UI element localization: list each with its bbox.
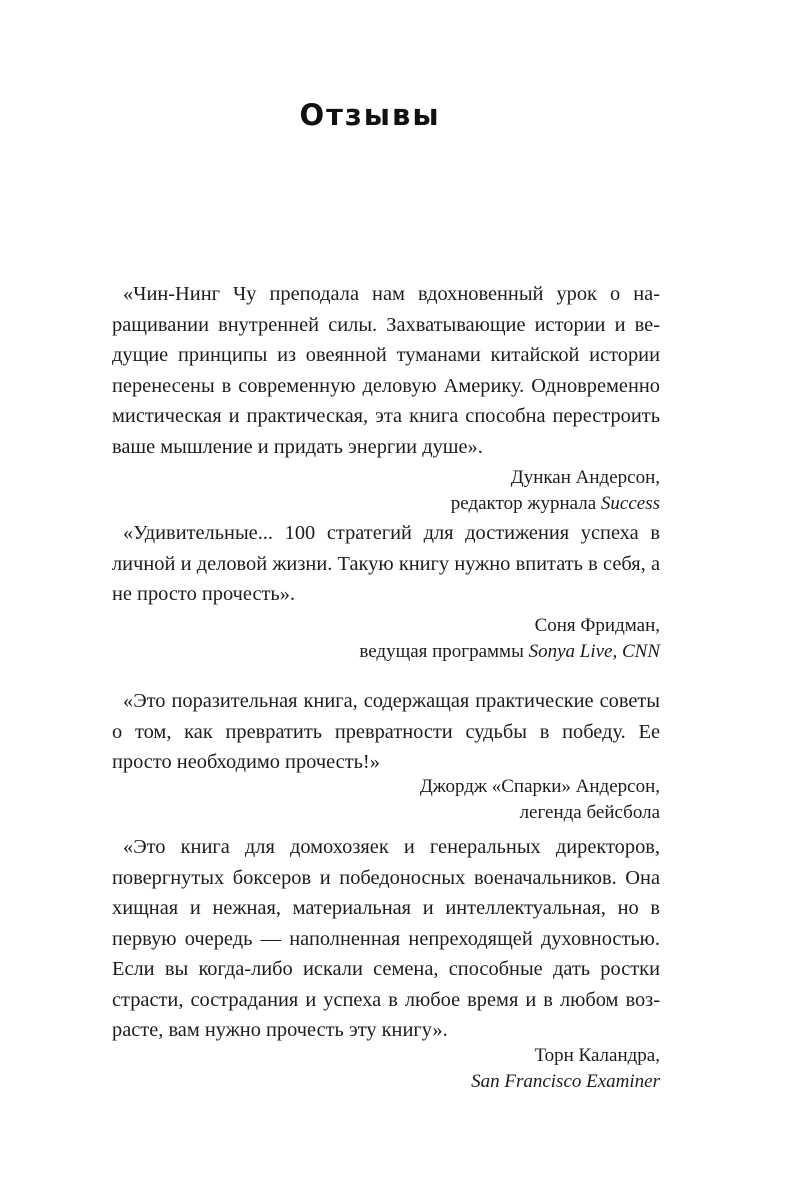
- page-title: Отзывы: [299, 98, 441, 132]
- review: [112, 518, 660, 665]
- review-role: [112, 491, 660, 517]
- review-role-text: редактор журнала: [450, 493, 601, 514]
- review-attribution: [112, 613, 660, 665]
- review: [112, 279, 660, 517]
- review-attribution: [112, 774, 660, 826]
- review-author: Соня Фридман,: [534, 614, 660, 636]
- review-publication: Success: [600, 493, 660, 514]
- review-attribution: [112, 1043, 660, 1095]
- review-role-text: легенда бейсбола: [519, 801, 660, 823]
- review-author: Торн Каландра,: [534, 1044, 660, 1066]
- review: [112, 832, 660, 1095]
- review-role: [112, 639, 660, 665]
- review-publication: San Francisco Examiner: [471, 1070, 660, 1092]
- review-role: [112, 800, 660, 826]
- review-role-text: ведущая программы: [359, 640, 529, 662]
- review-attribution: [112, 465, 660, 517]
- review-quote: «Это книга для домохозяек и генеральных директоров, повергнутых боксеров и победоносных военачальников. Она хищная и нежная, материальная и интеллектуальная, но в первую очередь — наполненная непреходящей духовностью. Если вы когда-либо искали семена, способные дать ростки страсти, сострадания и успеха в любое время и в любом возрасте, вам нужно прочесть эту книгу».: [112, 836, 660, 1041]
- review-role: [112, 1069, 660, 1095]
- review-author: Дункан Андерсон,: [510, 467, 660, 488]
- review: [112, 686, 660, 826]
- review-quote: «Чин-Нинг Чу преподала нам вдохновенный урок о наращивании внутренней силы. Захватывающие истории и ведущие принципы из овеянной туманами китайской истории перенесены в современную деловую Америку. Одновременно мистическая и практическая, эта книга способна перестроить ваше мышление и придать энергии душе».: [112, 283, 660, 458]
- review-publication: Sonya Live, CNN: [528, 640, 660, 662]
- review-quote: «Удивительные... 100 стратегий для достижения успеха в личной и деловой жизни. Такую книгу нужно впитать в себя, а не просто прочесть».: [112, 522, 660, 605]
- review-quote: «Это поразительная книга, содержащая практические советы о том, как превратить превратности судьбы в победу. Ее просто необходимо прочесть!»: [112, 690, 660, 773]
- review-author: Джордж «Спарки» Андерсон,: [419, 775, 660, 797]
